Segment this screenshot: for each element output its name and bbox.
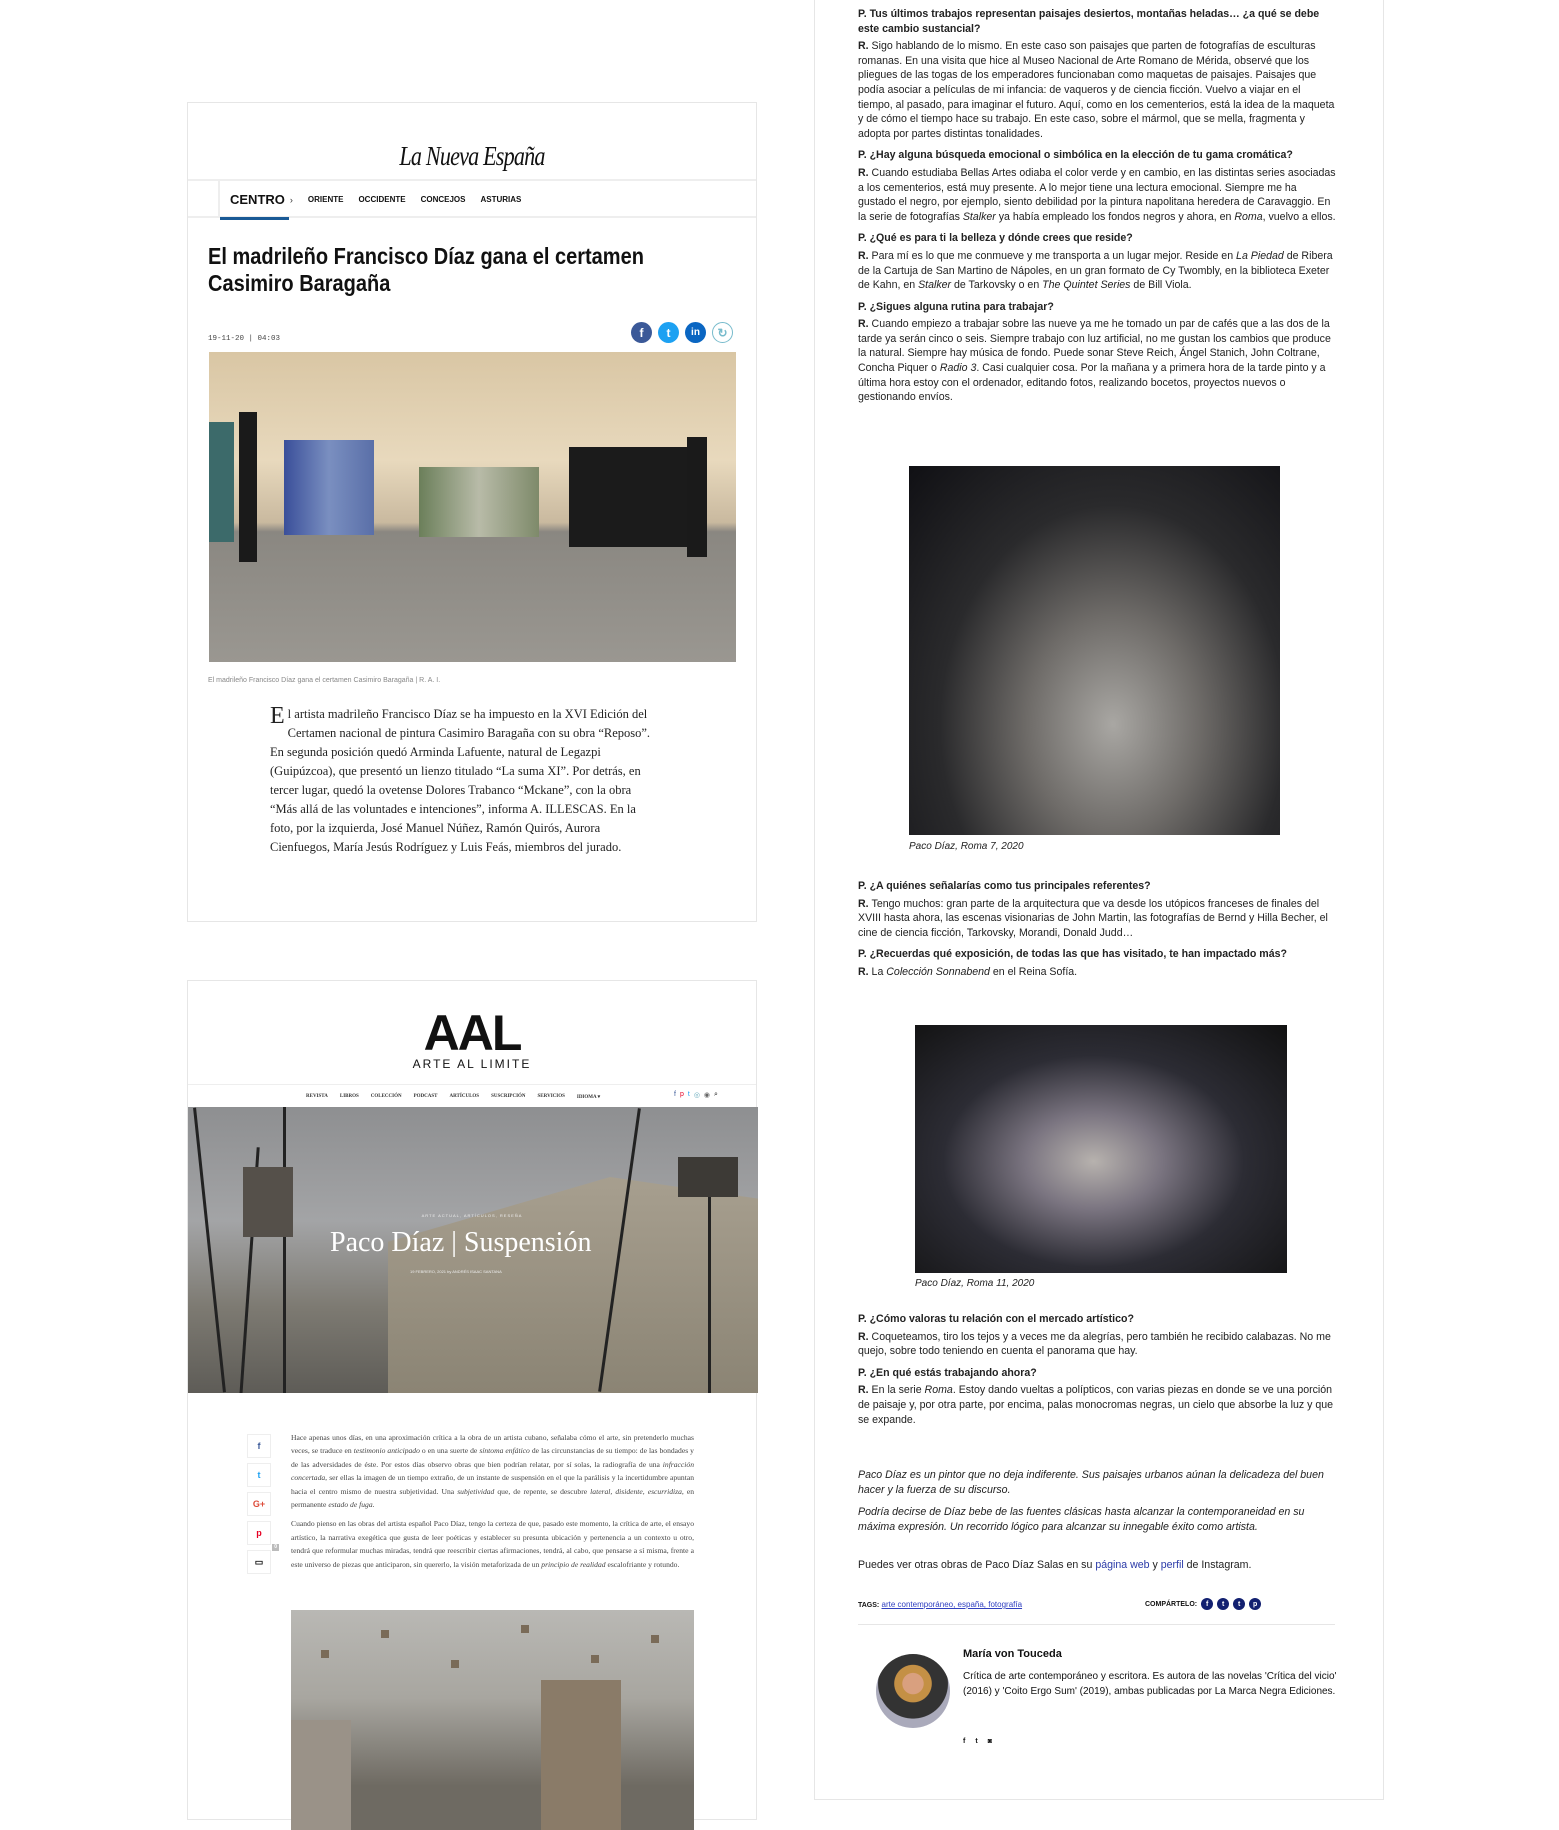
text-segment: Cuando pienso en las obras del artista español Paco Díaz, tengo la certeza de que, pasado este momento, la crítica de arte, el ensayo artístico, la narrativa exegética que gusta de leer poéticas y establecer su presunta ubicación y pertenencia a un contexto u otro, tendrá que reformular muchas miradas, tendrá que reescribir ciertas afirmaciones, tendrá, al cabo, que pensarse a sí misma, frente a este universo de piezas que anticiparon, sin quererlo, la visión metaforizada de un <box>291 1519 694 1569</box>
interview-answer <box>858 166 1336 224</box>
spotify-icon[interactable]: ◉ <box>703 1092 711 1099</box>
text-segment: La <box>871 965 887 978</box>
text-segment: o en una suerte de <box>419 1446 480 1456</box>
twitter-share-icon[interactable]: t <box>247 1463 271 1487</box>
answer-prefix: R. <box>858 965 872 978</box>
divider <box>858 1624 1335 1625</box>
aal-logo[interactable]: AAL <box>423 1005 521 1061</box>
facebook-share-icon[interactable]: f <box>247 1434 271 1458</box>
author-name[interactable]: María von Touceda <box>963 1648 1062 1660</box>
italic-text: Stalker <box>962 210 996 223</box>
interview-question: P. ¿Qué es para ti la belleza y dónde crees que reside? <box>858 232 1133 245</box>
facebook-icon[interactable]: f <box>1201 1598 1213 1610</box>
interview-answer <box>858 897 1336 941</box>
italic-text: Stalker <box>918 279 952 292</box>
interview-question: P. ¿Hay alguna búsqueda emocional o simbólica en la elección de tu gama cromática? <box>858 149 1293 162</box>
text-segment: en el Reina Sofía. <box>989 965 1078 978</box>
interview-question: P. ¿En qué estás trabajando ahora? <box>858 1366 1037 1379</box>
drop-cap: E <box>270 703 285 729</box>
google-plus-share-icon[interactable]: G+ <box>247 1492 271 1516</box>
text-segment: de Bill Viola. <box>1130 279 1192 292</box>
interview-block-3 <box>858 1312 1336 1434</box>
text-segment: . <box>372 1500 375 1510</box>
article-body-text: l artista madrileño Francisco Díaz se ha impuesto en la XVI Edición del Certamen nacional de pintura Casimiro Baragaña con su obra “Reposo”. En segunda posición quedó Arminda Lafuente, natural de Legazpi (Guipúzcoa), que presentó un lienzo titulado “La suma XI”. Por detrás, en tercer lugar, quedó la ovetense Dolores Trabanco “Mckane”, con la obra “Más allá de las voluntades e intenciones”, informa A. ILLESCAS. En la foto, por la izquierda, José Manuel Núñez, Ramón Quirós, Aurora Cienfuegos, María Jesús Rodríguez y Luis Feás, miembros del jurado. <box>270 707 651 854</box>
interview-question: P. ¿A quiénes señalarías como tus principales referentes? <box>858 880 1151 892</box>
author-social <box>963 1738 992 1745</box>
text-segment: ya había empleado los fondos negros y ahora, en <box>995 210 1235 223</box>
answer-prefix: R. <box>858 1384 872 1397</box>
nav-libros[interactable]: LIBROS <box>339 1094 359 1099</box>
text-segment: , en permanente <box>291 1486 694 1510</box>
text-segment: Tengo muchos: gran parte de la arquitectura que va desde los utópicos franceses de finales del XVIII hasta ahora, las escenas visionarias de John Martin, las fotografías de Bernd y Hilla Becher, el cine de ciencia ficción, Tarkovsky, Morandi, Donald Judd… <box>858 897 1328 939</box>
text-segment: de Ribera de la Cartuja de San Martino de Nápoles, en un gran formato de Cy Twombly, en la biblioteca Exeter de Kahn, en <box>858 249 1333 292</box>
interview-question: P. Tus últimos trabajos representan paisajes desiertos, montañas heladas… ¿a qué se debe este cambio sustancial? <box>858 8 1320 35</box>
text-segment: Cuando empiezo a trabajar sobre las nueve ya me he tomado un par de cafés que a las dos de la tarde ya serán cinco o seis. Siempre trabajo con luz artificial, no me gustan los cambios que produce la natural. Siempre hay música de fondo. Puede sonar Steve Reich, Ángel Stanich, John Coltrane, Concha Piquer o <box>858 318 1331 375</box>
answer-prefix: R. <box>858 166 872 179</box>
whatsapp-icon[interactable]: ↻ <box>712 322 733 343</box>
italic-text: Roma <box>1234 210 1263 223</box>
more-text: de Instagram. <box>1183 1559 1252 1571</box>
facebook-icon[interactable]: f <box>631 322 652 343</box>
pinterest-share-icon[interactable]: p <box>247 1521 271 1545</box>
interview-answer <box>858 249 1336 293</box>
text-segment: Cuando estudiaba Bellas Artes odiaba el color verde y en cambio, en las distintas series asociadas a los cementerios, está muy presente. A lo mejor tiene una lectura emocional. Siempre me ha gustado el negro, por ejemplo, siento debilidad por la pintura napolitana heredera de Caravaggio. En la serie de fotografías <box>858 166 1336 223</box>
interview-article <box>814 0 1384 1800</box>
instagram-icon[interactable]: ◎ <box>693 1092 700 1099</box>
twitter-icon[interactable]: t <box>1217 1598 1229 1610</box>
nav-idioma-dropdown[interactable]: IDIOMA ▾ <box>576 1095 601 1100</box>
interview-block-2 <box>858 879 1336 987</box>
answer-prefix: R. <box>858 40 872 53</box>
nav-item-asturias[interactable]: ASTURIAS <box>480 195 522 204</box>
chevron-right-icon: › <box>289 194 293 205</box>
interview-answer <box>858 1330 1336 1359</box>
article-photo <box>209 352 736 662</box>
text-segment: que, de repente, se descubre <box>494 1486 591 1496</box>
closing-remarks <box>858 1468 1336 1534</box>
tags-label: TAGS: <box>858 1602 880 1609</box>
author-avatar <box>876 1654 950 1728</box>
facebook-icon[interactable]: f <box>963 1738 966 1745</box>
hero-title: Paco Díaz | Suspensión <box>330 1227 592 1258</box>
text-segment: . Estoy dando vueltas a polípticos, con varias piezas en donde se ve una porción de paisaje y, por otra parte, por encima, palas monocromas negras, un cielo que absorbe la luz y que se expande. <box>858 1384 1334 1426</box>
text-segment: . Casi cualquier cosa. Por la mañana y a primera hora de la tarde pinto y a última hora estoy con el ordenador, editando fotos, realizando bocetos, proyectos nuevos o gestionando envíos. <box>858 362 1326 404</box>
newspaper-logo[interactable]: La Nueva España <box>399 141 545 171</box>
interview-question: P. ¿Cómo valoras tu relación con el mercado artístico? <box>858 1313 1134 1325</box>
nav-podcast[interactable]: PODCAST <box>413 1094 438 1099</box>
interview-answer <box>858 39 1336 141</box>
interview-answer <box>858 965 1336 980</box>
linkedin-icon[interactable]: in <box>685 322 706 343</box>
italic-text: testimonio anticipado <box>353 1446 420 1456</box>
tag-links[interactable]: arte contemporáneo, españa, fotografía <box>881 1600 1023 1609</box>
tumblr-icon[interactable]: t <box>1233 1598 1245 1610</box>
more-works <box>858 1558 1336 1573</box>
interview-block-1 <box>858 7 1336 412</box>
article-body <box>270 705 658 857</box>
facebook-icon[interactable]: f <box>674 1091 676 1098</box>
italic-text: estado de fuga <box>328 1500 373 1510</box>
article-title: El madrileño Francisco Díaz gana el certamen Casimiro Baragaña <box>208 243 644 296</box>
city-artwork-image <box>291 1610 694 1830</box>
answer-prefix: R. <box>858 1330 872 1343</box>
divider <box>188 1084 756 1085</box>
aal-article-body <box>291 1431 694 1577</box>
artwork-caption: Paco Díaz, Roma 7, 2020 <box>909 841 1024 852</box>
header-social-icons <box>674 1091 718 1099</box>
website-link[interactable]: página web <box>1095 1559 1150 1571</box>
nav-revista[interactable]: REVISTA <box>306 1094 328 1099</box>
share-buttons <box>631 322 733 343</box>
more-text: y <box>1149 1559 1161 1571</box>
share-label: COMPÁRTELO: <box>1145 1600 1198 1608</box>
nav-servicios[interactable]: SERVICIOS <box>537 1094 565 1099</box>
text-segment: En la serie <box>871 1384 925 1397</box>
interview-answer <box>858 317 1336 405</box>
text-segment: de Tarkovsky o en <box>951 279 1043 292</box>
artwork-roma-11 <box>915 1025 1287 1273</box>
artwork-caption: Paco Díaz, Roma 11, 2020 <box>915 1278 1035 1289</box>
nav-current-centro[interactable]: CENTRO <box>228 181 287 218</box>
italic-text: principio de realidad <box>541 1559 606 1569</box>
section-nav <box>188 179 756 218</box>
instagram-profile-link[interactable]: perfil <box>1160 1559 1184 1571</box>
nav-articulos[interactable]: ARTÍCULOS <box>449 1094 480 1099</box>
aal-paragraph <box>291 1517 694 1571</box>
answer-prefix: R. <box>858 318 872 331</box>
comment-glyph: ▭ <box>254 1556 264 1567</box>
answer-prefix: R. <box>858 249 872 262</box>
arte-al-limite-article <box>187 980 757 1820</box>
tags <box>858 1600 1022 1609</box>
aal-paragraph <box>291 1431 694 1511</box>
author-bio: Crítica de arte contemporáneo y escritora. Es autora de las novelas 'Crítica del vicio' (2016) y 'Coito Ergo Sum' (2019), ambas publicadas por La Marca Negra Ediciones. <box>963 1671 1337 1697</box>
share-row <box>1145 1598 1261 1610</box>
answer-prefix: R. <box>858 897 872 910</box>
article-date: 19-11-20 | 04:03 <box>208 335 281 343</box>
nav-item-oriente[interactable]: ORIENTE <box>307 195 344 204</box>
pinterest-icon[interactable]: p <box>679 1091 684 1098</box>
pinterest-icon[interactable]: p <box>1249 1598 1261 1610</box>
closing-paragraph: Podría decirse de Díaz bebe de las fuentes clásicas hasta alcanzar la contemporaneidad en su máxima expresión. Un recorrido lógico para alcanzar su innegable éxito como artista. <box>858 1506 1305 1533</box>
nav-item-concejos[interactable]: CONCEJOS <box>420 195 466 204</box>
text-segment: Coqueteamos, tiro los tejos y a veces me da alegrías, pero también he recibido calabazas. No me quejo, sobre todo teniendo en cuenta el panorama que hay. <box>858 1330 1331 1358</box>
italic-text: Roma <box>924 1384 953 1397</box>
comments-icon[interactable] <box>247 1544 277 1574</box>
text-segment: Hace apenas unos días, en una aproximación crítica a la obra de un artista cubano, señalaba cómo el arte, sin pretenderlo muchas veces, se traduce en <box>291 1433 694 1456</box>
italic-text: La Piedad <box>1236 249 1284 262</box>
text-segment: , ser ellas la imagen de un tiempo extraño, de un instante de suspensión en el que la parálisis y la incertidumbre apuntan hacia el centro mismo de nuestra subjetividad. Una <box>291 1473 694 1496</box>
comment-count: 0 <box>274 1544 277 1550</box>
closing-paragraph: Paco Díaz es un pintor que no deja indiferente. Sus paisajes urbanos aúnan la delicadeza del buen hacer y la fuerza de su discurso. <box>858 1469 1324 1496</box>
text-segment: de las circunstancias de su tiempo: de las bondades y de las adversidades de éste. Por estos días observo obras que bien podrían relatar, por sí solas, la radiografía de una <box>291 1446 694 1469</box>
italic-text: síntoma enfático <box>479 1446 530 1456</box>
artwork-roma-7 <box>909 466 1280 835</box>
italic-text: The Quintet Series <box>1042 279 1131 292</box>
text-segment: , vuelvo a ellos. <box>1262 210 1336 223</box>
search-icon[interactable]: ⌕ <box>714 1091 718 1098</box>
twitter-icon[interactable]: t <box>687 1091 690 1098</box>
italic-text: subjetividad <box>457 1486 495 1496</box>
interview-question: P. ¿Recuerdas qué exposición, de todas las que has visitado, te han impactado más? <box>858 948 1287 961</box>
italic-text: Colección Sonnabend <box>886 965 990 978</box>
main-nav <box>306 1094 600 1100</box>
italic-text: Radio 3 <box>939 362 977 375</box>
text-segment: Para mí es lo que me conmueve y me transporta a un lugar mejor. Reside en <box>871 249 1237 262</box>
twitter-icon[interactable]: t <box>975 1738 978 1745</box>
nav-coleccion[interactable]: COLECCIÓN <box>370 1094 402 1099</box>
more-text: Puedes ver otras obras de Paco Díaz Salas en su <box>858 1559 1096 1571</box>
nav-suscripcion[interactable]: SUSCRIPCIÓN <box>491 1094 526 1099</box>
hero-kicker: ARTE ACTUAL, ARTÍCULOS, RESEÑA <box>421 1213 523 1218</box>
twitter-icon[interactable]: t <box>658 322 679 343</box>
text-segment: Sigo hablando de lo mismo. En este caso son paisajes que parten de fotografías de esculturas romanas. En una visita que hice al Museo Nacional de Arte Romano de Mérida, observé que los pliegues de las togas de los emperadores funcionaban como maquetas de paisajes. Paisajes que podía asociar a películas de mi infancia: de vaqueros y de ciencia ficción. Vuelvo a viajar en el tiempo, al pasado, para imaginar el futuro. Aquí, como en los cementerios, está la idea de la maqueta y de cómo el tiempo hace su trabajo. En este caso, sobre el mármol, que se mella, fragmenta y adopta por partes distintas tonalidades. <box>858 40 1335 140</box>
instagram-icon[interactable]: ◙ <box>987 1738 992 1745</box>
italic-text: infracción concertada <box>291 1459 694 1483</box>
hero-byline: 19 FEBRERO, 2021 by ANDRÉS ISAAC SANTANA <box>410 1269 502 1274</box>
la-nueva-espana-article <box>187 102 757 922</box>
interview-answer <box>858 1383 1336 1427</box>
interview-question: P. ¿Sigues alguna rutina para trabajar? <box>858 300 1054 313</box>
text-segment: escalofriante y rotundo. <box>605 1559 680 1569</box>
photo-caption: El madrileño Francisco Díaz gana el certamen Casimiro Baragaña | R. A. I. <box>208 677 441 684</box>
nav-item-occidente[interactable]: OCCIDENTE <box>358 195 406 204</box>
aal-logo-subtitle: ARTE AL LIMITE <box>412 1057 532 1071</box>
italic-text: lateral, disidente, escurridiza <box>590 1486 682 1496</box>
share-sidebar <box>247 1434 277 1574</box>
